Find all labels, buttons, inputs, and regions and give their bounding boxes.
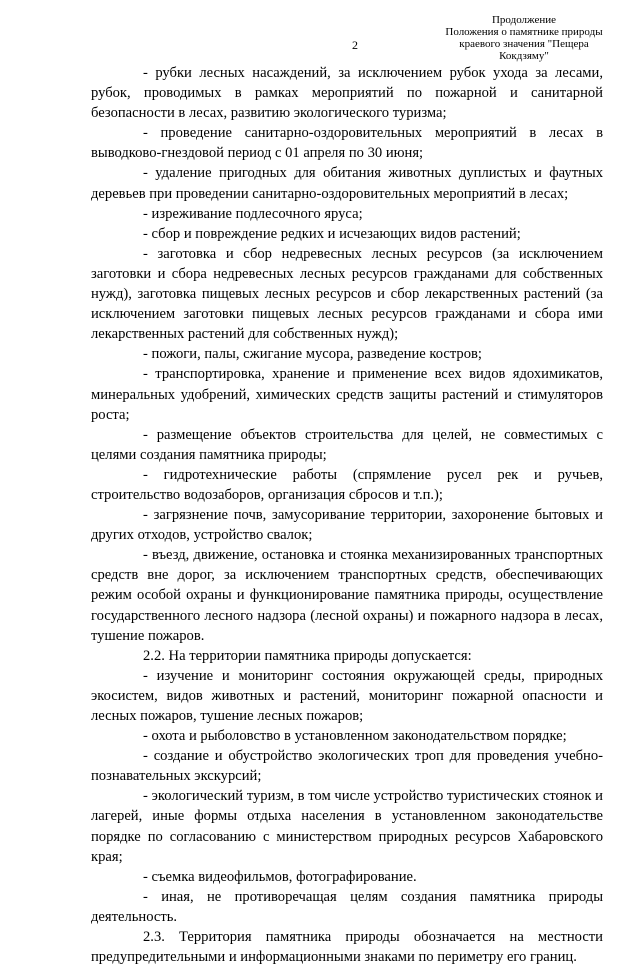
paragraph: 2.3. Территория памятника природы обозначается на местности предупредительными и информационными знаками по периметру его границ. [91,929,603,966]
paragraph: - рубки лесных насаждений, за исключением рубок ухода за лесами, рубок, проводимых в рамках мероприятий по пожарной и санитарной безопасности в лесах, развитию экологического туризма; [91,65,603,122]
paragraph: - гидротехнические работы (спрямление русел рек и ручьев, строительство водозаборов, организация сбросов и т.п.); [91,466,603,503]
paragraph: - удаление пригодных для обитания животных дуплистых и фаутных деревьев при проведении санитарно-оздоровительных мероприятий в лесах; [91,165,603,202]
section-heading: 2.2. На территории памятника природы допускается: [143,647,472,664]
paragraph: - охота и рыболовство в установленном законодательством порядке; [143,728,567,745]
paragraph: - создание и обустройство экологических троп для проведения учебно-познавательных экскурсий; [91,748,603,785]
paragraph: - иная, не противоречащая целям создания памятника природы деятельность. [91,888,603,925]
paragraph: - сбор и повреждение редких и исчезающих видов растений; [143,225,521,242]
paragraph: - изучение и мониторинг состояния окружающей среды, природных экосистем, видов животных и растений, мониторинг пожарной опасности и лесных пожаров, тушение лесных пожаров; [91,667,603,724]
continuation-line: Положения о памятнике природы [445,26,603,38]
paragraph: - загрязнение почв, замусоривание территории, захоронение бытовых и других отходов, устройство свалок; [91,507,603,544]
paragraph: - въезд, движение, остановка и стоянка механизированных транспортных средств вне дорог, за исключением транспортных средств, обеспечивающих режим особой охраны и функционирование памятника природы, осуществление государственного лесного надзора (лесной охраны) и пожарного надзора в лесах, тушение пожаров. [91,547,603,644]
document-body [91,63,603,967]
paragraph: - размещение объектов строительства для целей, не совместимых с целями создания памятника природы; [91,426,603,463]
continuation-line: Продолжение [491,14,557,26]
paragraph: - экологический туризм, в том числе устройство туристических стоянок и лагерей, иные формы отдыха населения в установленном законодательстве порядке по согласованию с министерством природных ресурсов Хабаровского края; [91,788,603,865]
paragraph: - съемка видеофильмов, фотографирование. [143,868,417,885]
continuation-line: Кокдзяму" [499,50,549,62]
continuation-line: краевого значения "Пещера [459,38,589,50]
paragraph: - проведение санитарно-оздоровительных мероприятий в лесах в выводково-гнездовой период с 01 апреля по 30 июня; [91,125,603,162]
continuation-header [414,14,634,62]
paragraph: - транспортировка, хранение и применение всех видов ядохимикатов, минеральных удобрений, химических средств защиты растений и стимуляторов роста; [91,366,603,423]
paragraph: - изреживание подлесочного яруса; [143,205,363,222]
paragraph: - заготовка и сбор недревесных лесных ресурсов (за исключением заготовки и сбора недревесных лесных ресурсов гражданами для собственных нужд), заготовка пищевых лесных ресурсов и сбор лекарственных растений (за исключением заготовки пищевых лесных ресурсов гражданами и сбора ими лекарственных растений для собственных нужд); [91,245,603,343]
paragraph: - пожоги, палы, сжигание мусора, разведение костров; [143,346,482,363]
page-number: 2 [352,38,358,52]
